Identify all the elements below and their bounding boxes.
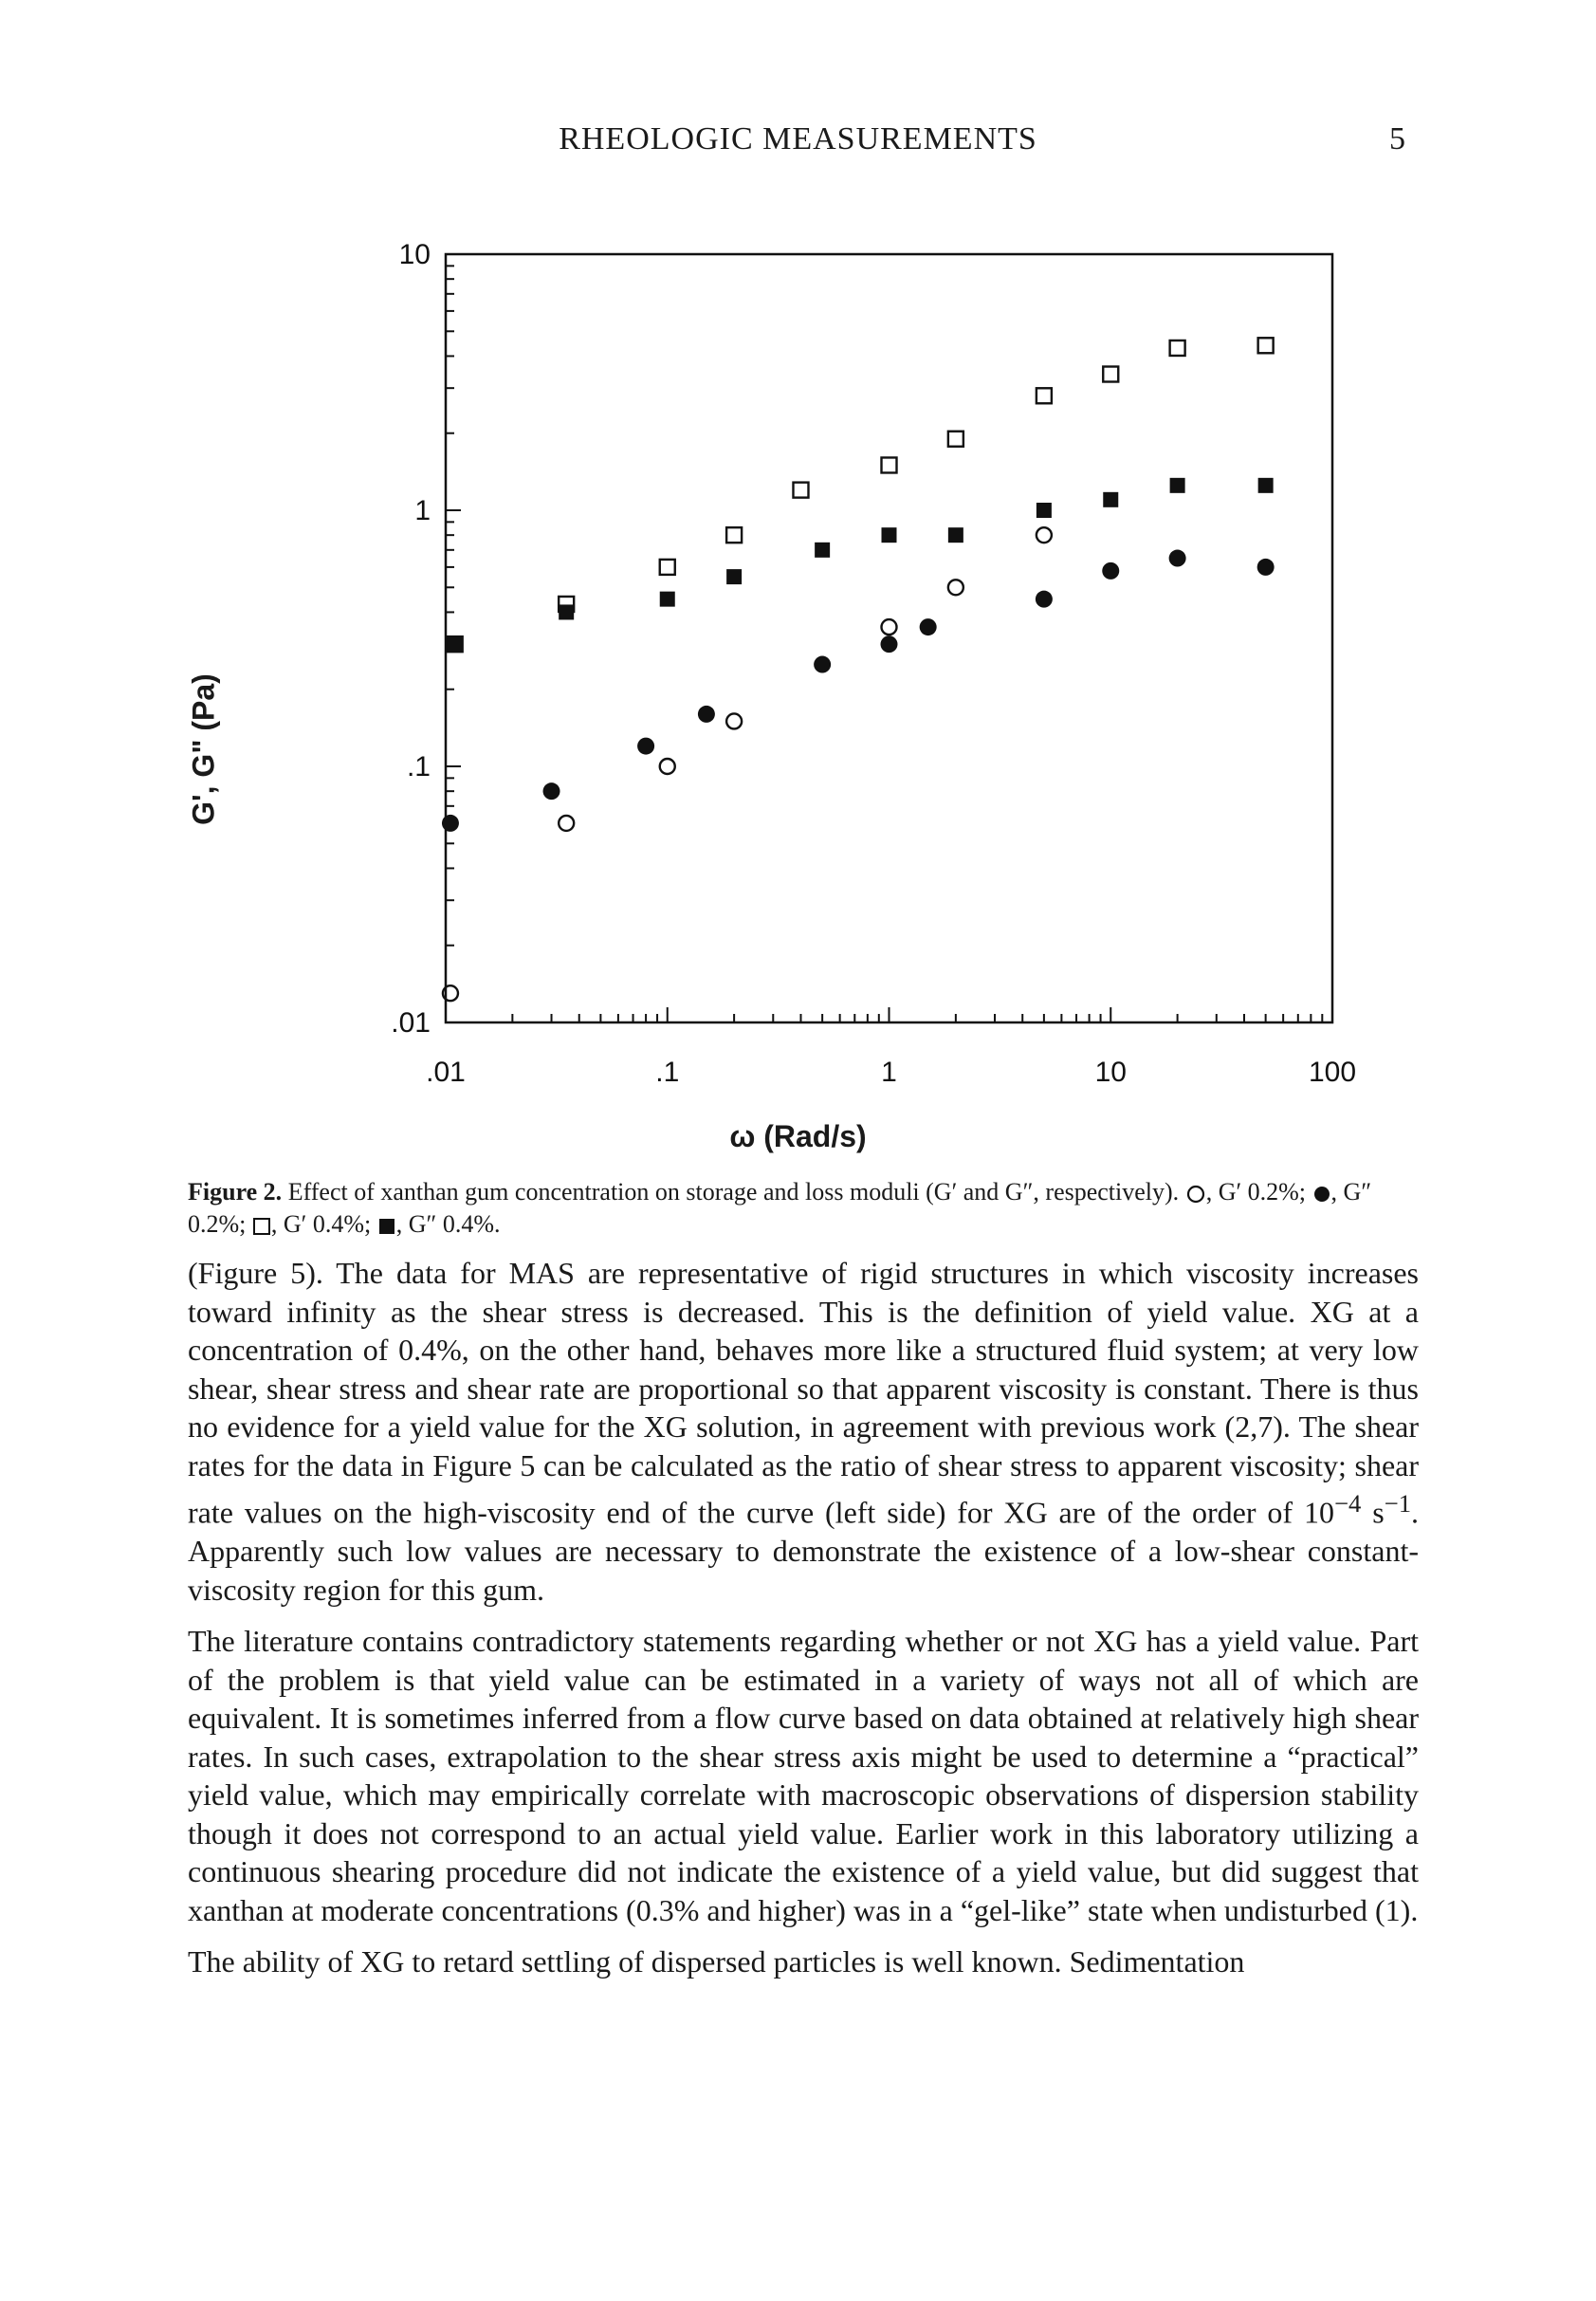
page-number: 5 (1389, 121, 1405, 156)
x-tick-label: 1 (881, 1057, 897, 1088)
paragraph-text: . Apparently such low values are necessary to demonstrate the existence of a low-shear constant-viscosity region for this gum. (188, 1495, 1420, 1607)
data-point-filled-circle (920, 618, 937, 635)
caption-text: Effect of xanthan gum concentration on storage and loss moduli (G′ and G″, respectively). (287, 1178, 1180, 1206)
running-title: RHEOLOGIC MEASUREMENTS (559, 121, 1037, 156)
y-tick-label: .1 (406, 751, 431, 782)
exponent: −4 (1333, 1489, 1362, 1518)
data-point-filled-square (882, 527, 897, 543)
x-axis-title: ω (Rad/s) (729, 1119, 867, 1153)
open-square-legend-icon (252, 1217, 271, 1236)
open-circle-legend-icon (1185, 1184, 1206, 1205)
data-point-filled-square (1036, 503, 1052, 518)
data-point-filled-square (726, 569, 742, 584)
y-axis-title: G', G" (Pa) (186, 673, 221, 825)
filled-square-legend-icon (377, 1217, 396, 1236)
data-point-open-square (948, 432, 963, 447)
data-point-filled-square (559, 604, 574, 619)
data-point-filled-square (948, 527, 963, 543)
data-point-open-circle (726, 713, 742, 728)
data-point-filled-circle (1036, 591, 1053, 608)
data-point-open-circle (660, 759, 675, 774)
exponent: −1 (1384, 1489, 1412, 1518)
data-point-filled-circle (814, 656, 831, 673)
filled-circle-legend-icon (1312, 1185, 1331, 1204)
caption-key-g-prime-02: , G′ 0.2%; (1205, 1178, 1307, 1206)
data-point-open-square (793, 483, 808, 498)
caption-label: Figure 2. (188, 1178, 283, 1206)
paragraph: The ability of XG to retard settling of dispersed particles is well known. Sedimentation (188, 1944, 1245, 1979)
data-point-open-square (1170, 341, 1185, 356)
data-point-filled-square (815, 543, 830, 558)
y-tick-label: .01 (391, 1007, 431, 1039)
body-text (188, 1254, 1419, 1995)
data-point-open-square (1103, 367, 1118, 382)
data-point-open-square (726, 527, 742, 543)
data-point-open-circle (559, 816, 574, 831)
x-tick-label: .1 (655, 1057, 680, 1088)
data-point-open-square (1036, 388, 1052, 403)
data-point-open-circle (882, 619, 897, 635)
data-point-filled-square (1170, 478, 1185, 493)
data-point-filled-square (1258, 478, 1274, 493)
data-point-open-circle (1036, 527, 1052, 543)
x-tick-label: .01 (426, 1057, 466, 1088)
figure-caption (188, 1176, 1421, 1241)
data-point-filled-circle (1102, 562, 1119, 580)
data-point-filled-square (660, 592, 675, 607)
series-filled-circle (442, 550, 1275, 832)
data-point-open-square (660, 560, 675, 575)
exponent-base: 10 (1303, 1495, 1334, 1530)
data-point-filled-circle (1257, 559, 1275, 576)
data-point-open-square (1258, 338, 1274, 353)
data-point-filled-square (448, 636, 463, 652)
data-point-filled-square (1103, 492, 1118, 507)
caption-key-g-prime-04: , G′ 0.4%; (270, 1210, 372, 1238)
caption-key-g-double-prime-04: , G″ 0.4%. (395, 1210, 501, 1238)
data-point-filled-circle (1169, 550, 1186, 567)
data-point-open-circle (948, 580, 963, 595)
data-point-filled-circle (543, 782, 560, 800)
unit: s (1372, 1495, 1385, 1530)
paragraph-text: (Figure 5). The data for MAS are representative of rigid structures in which viscosity increases toward infinity as the shear stress is decreased. This is the definition of yield value. XG at a concentration of 0.4%, on the other hand, behaves more like a structured fluid system; at very low shear, shear stress and shear rate are proportional so that apparent viscosity is constant. There is thus no evidence for a yield value for the XG solution, in agreement with previous work (2,7). The shear rates for the data in Figure 5 can be calculated as the ratio of shear stress to apparent viscosity; shear rate values on the high-viscosity end of the curve (left side) for XG are of the order of (188, 1256, 1419, 1530)
paragraph: The literature contains contradictory statements regarding whether or not XG has a yield value. Part of the problem is that yield value can be estimated in a variety of ways not all of which are equivalent. It is sometimes inferred from a flow curve based on data obtained at relatively high shear rates. In such cases, extrapolation to the shear stress axis might be used to determine a “practical” yield value, which may empirically correlate with macroscopic observations of dispersion stability though it does not correspond to an actual yield value. Earlier work in this laboratory utilizing a continuous shearing procedure did not indicate the existence of a yield value, but did suggest that xanthan at moderate concentrations (0.3% and higher) was in a “gel-like” state when undisturbed (1). (188, 1624, 1419, 1927)
chart-marks (442, 338, 1275, 1001)
chart-tick-labels (391, 239, 1356, 1088)
series-filled-square (448, 478, 1274, 652)
y-tick-label: 10 (398, 239, 431, 270)
y-tick-label: 1 (414, 495, 431, 526)
x-tick-label: 100 (1308, 1057, 1357, 1088)
paragraph (188, 1254, 1419, 1609)
data-point-filled-circle (881, 635, 898, 653)
x-tick-label: 10 (1094, 1057, 1127, 1088)
data-point-filled-circle (637, 738, 654, 755)
series-open-circle (443, 527, 1052, 1001)
data-point-filled-circle (698, 706, 715, 723)
data-point-filled-circle (442, 815, 459, 832)
caption-key-g-double-prime-02: , G″ 0.2%; (188, 1178, 1372, 1238)
data-point-open-square (882, 457, 897, 472)
